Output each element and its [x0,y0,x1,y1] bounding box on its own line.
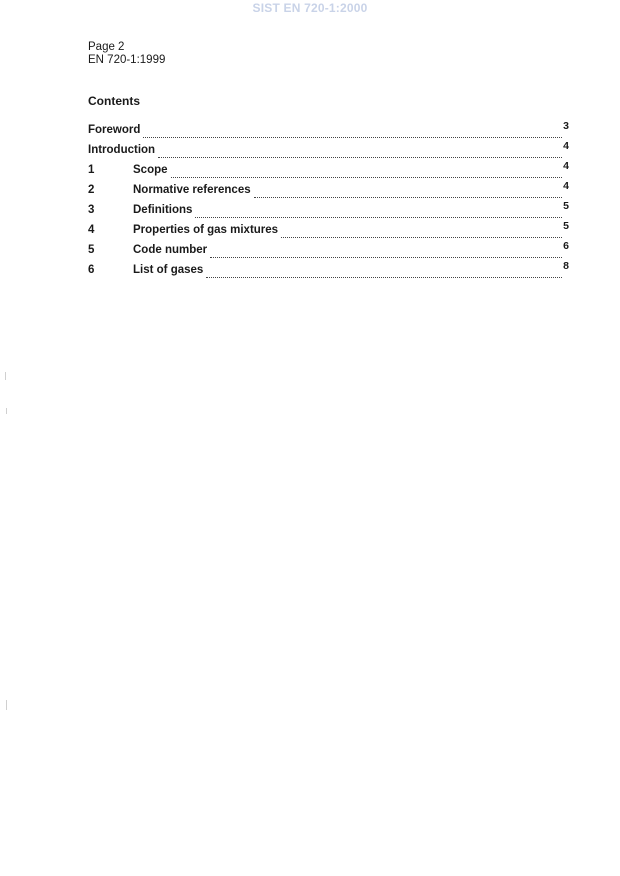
toc-section-number: 3 [88,204,95,216]
scan-speck [5,372,6,380]
toc-page-number: 5 [563,220,569,232]
toc-section-number: 2 [88,184,95,196]
toc-leader-dots [254,196,562,198]
toc-title: Scope [133,164,168,176]
toc-leader-dots [281,236,562,238]
toc-entry-foreword[interactable] [88,120,569,144]
toc-section-number: 4 [88,224,95,236]
scan-speck [6,408,7,414]
toc-title: Normative references [133,184,251,196]
toc-page-number: 4 [563,140,569,152]
toc-entry-code-number[interactable] [88,240,569,264]
toc-section-number: 5 [88,244,95,256]
toc-title: Properties of gas mixtures [133,224,279,236]
scan-speck [6,700,7,710]
toc-page-number: 5 [563,200,569,212]
toc-title: Code number [133,244,208,256]
toc-leader-dots [210,256,562,258]
toc-leader-dots [171,176,562,178]
toc-page-number: 6 [563,240,569,252]
toc-title: List of gases [133,264,204,276]
toc-entry-scope[interactable] [88,160,569,184]
toc-entry-list-of-gases[interactable] [88,260,569,284]
toc-title: Foreword [88,124,141,136]
toc-leader-dots [143,136,562,138]
watermark: SIST EN 720-1:2000 [252,1,368,15]
table-of-contents [88,120,569,284]
toc-title: Introduction [88,144,156,156]
contents-heading: Contents [88,94,140,108]
toc-title: Definitions [133,204,193,216]
page-header [88,41,165,67]
toc-leader-dots [195,216,562,218]
toc-page-number: 4 [563,160,569,172]
standard-reference: EN 720-1:1999 [88,54,166,66]
toc-section-number: 1 [88,164,95,176]
toc-page-number: 3 [563,120,569,132]
toc-section-number: 6 [88,264,95,276]
toc-entry-properties-of-gas-mixtures[interactable] [88,220,569,244]
toc-page-number: 8 [563,260,569,272]
toc-page-number: 4 [563,180,569,192]
page-number: Page 2 [88,41,125,53]
toc-entry-definitions[interactable] [88,200,569,224]
toc-entry-introduction[interactable] [88,140,569,164]
toc-leader-dots [206,276,562,278]
toc-entry-normative-references[interactable] [88,180,569,204]
toc-leader-dots [158,156,562,158]
